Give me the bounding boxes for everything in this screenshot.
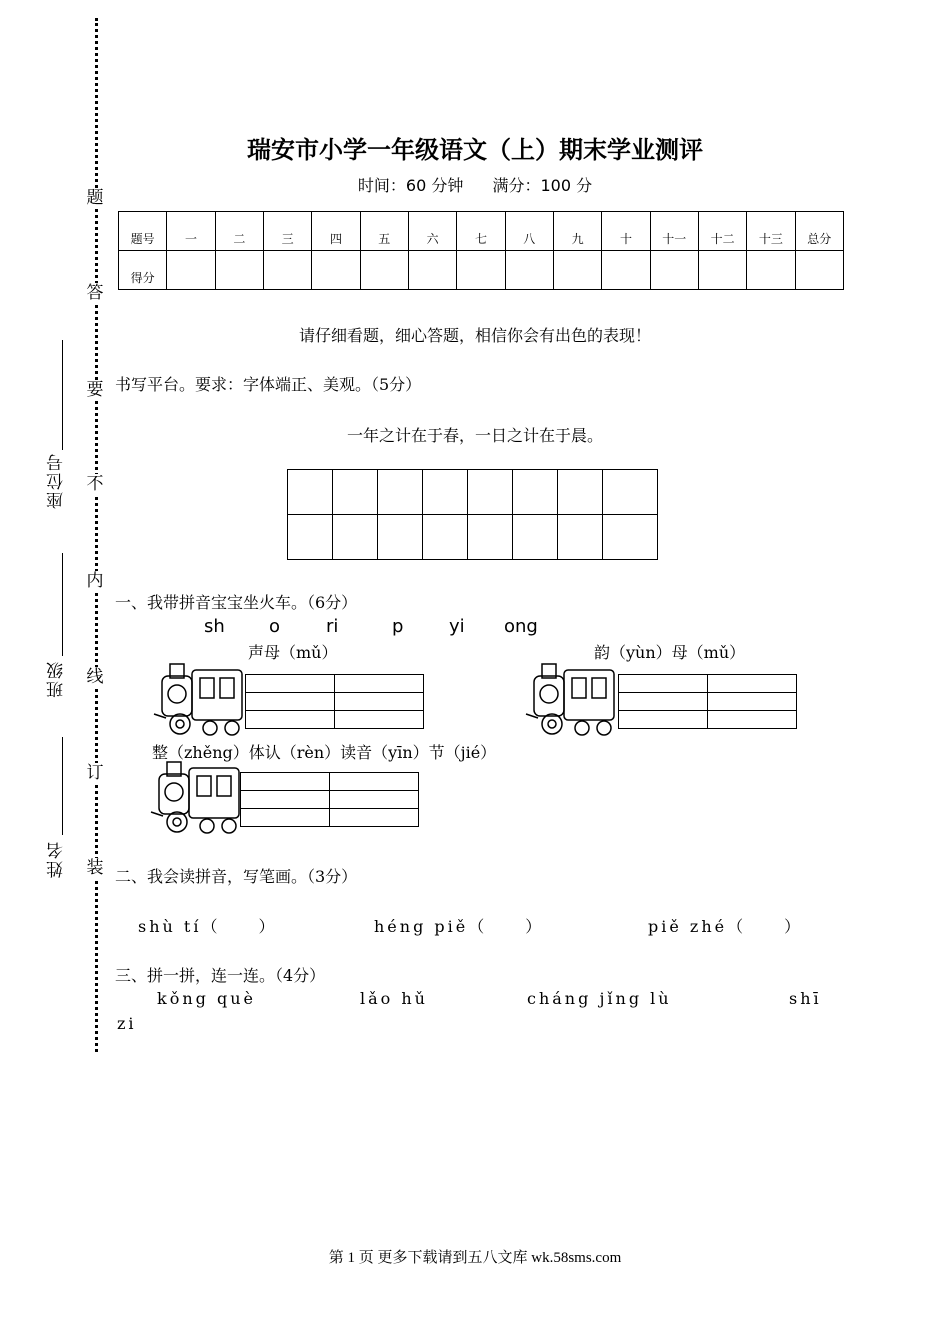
train3-cars[interactable] <box>240 772 419 827</box>
train-engine-icon <box>145 758 243 838</box>
col-header: 总分 <box>795 212 843 251</box>
margin-char-yao: 要 <box>86 380 104 400</box>
train1-label: 声母（mǔ） <box>248 643 338 662</box>
syllable: p <box>392 616 404 637</box>
encouragement-text: 请仔细看题，细心答题，相信你会有出色的表现！ <box>298 326 651 345</box>
col-header: 十二 <box>698 212 746 251</box>
exam-title: 瑞安市小学一年级语文（上）期末学业测评 <box>247 136 703 164</box>
col-header: 八 <box>505 212 553 251</box>
col-header: 四 <box>312 212 360 251</box>
syllable: sh <box>204 616 225 637</box>
seat-number-label: 座位号 <box>47 452 67 509</box>
train2-cars[interactable] <box>618 674 797 729</box>
score-cell[interactable] <box>650 251 698 290</box>
full-score-info: 满分：100 分 <box>492 176 593 195</box>
score-cell[interactable] <box>698 251 746 290</box>
q3-item: shī <box>789 989 822 1008</box>
col-header: 三 <box>263 212 311 251</box>
score-cell[interactable] <box>457 251 505 290</box>
writing-instruction: 书写平台。要求：字体端正、美观。（5分） <box>115 375 422 394</box>
class-line[interactable] <box>62 553 63 656</box>
row-label-number: 题号 <box>119 212 167 251</box>
syllable: yi <box>449 616 465 637</box>
col-header: 十一 <box>650 212 698 251</box>
score-cell[interactable] <box>553 251 601 290</box>
margin-char-zhuang: 装 <box>86 858 104 878</box>
score-cell[interactable] <box>602 251 650 290</box>
name-label: 姓名 <box>47 840 67 878</box>
col-header: 十三 <box>747 212 795 251</box>
train-engine-icon <box>520 660 618 740</box>
syllable: ri <box>326 616 339 637</box>
col-header: 九 <box>553 212 601 251</box>
q3-item: kǒng què <box>157 989 256 1008</box>
margin-char-nei: 内 <box>86 571 104 591</box>
writing-grid[interactable] <box>287 469 658 560</box>
train1-cars[interactable] <box>245 674 424 729</box>
col-header: 十 <box>602 212 650 251</box>
margin-char-bu: 不 <box>86 474 104 494</box>
score-cell[interactable] <box>167 251 215 290</box>
q3-item: lǎo hǔ <box>360 989 428 1008</box>
score-cell[interactable] <box>408 251 456 290</box>
q2-item[interactable]: héng piě（ ） <box>374 917 545 936</box>
q3-item-wrap: zi <box>117 1014 137 1033</box>
margin-char-ti: 题 <box>86 188 104 208</box>
col-header: 五 <box>360 212 408 251</box>
score-cell[interactable] <box>360 251 408 290</box>
q2-item[interactable]: piě zhé（ ） <box>648 917 804 936</box>
col-header: 一 <box>167 212 215 251</box>
margin-char-xian: 线 <box>86 667 104 687</box>
class-label: 班级 <box>47 660 67 698</box>
row-label-score: 得分 <box>119 251 167 290</box>
score-cell[interactable] <box>505 251 553 290</box>
margin-char-da: 答 <box>86 283 104 303</box>
q3-title: 三、拼一拼，连一连。（4分） <box>115 966 326 985</box>
exam-subtitle <box>0 173 950 196</box>
syllable: ong <box>504 616 538 637</box>
writing-sentence: 一年之计在于春，一日之计在于晨。 <box>346 426 603 445</box>
score-cell[interactable] <box>312 251 360 290</box>
page-footer: 第 1 页 更多下载请到五八文库 wk.58sms.com <box>328 1250 622 1266</box>
score-cell[interactable] <box>215 251 263 290</box>
time-info: 时间：60 分钟 <box>357 176 464 195</box>
name-line[interactable] <box>62 737 63 835</box>
train3-label: 整（zhěng）体认（rèn）读音（yīn）节（jié） <box>152 743 497 762</box>
q3-item: cháng jǐng lù <box>527 989 672 1008</box>
score-table <box>118 211 844 290</box>
q2-item[interactable]: shù tí（ ） <box>138 917 278 936</box>
col-header: 七 <box>457 212 505 251</box>
col-header: 六 <box>408 212 456 251</box>
q1-title: 一、我带拼音宝宝坐火车。（6分） <box>115 593 358 612</box>
score-cell[interactable] <box>747 251 795 290</box>
train2-label: 韵（yùn）母（mǔ） <box>594 643 746 662</box>
score-cell[interactable] <box>263 251 311 290</box>
syllable: o <box>269 616 281 637</box>
col-header: 二 <box>215 212 263 251</box>
train-engine-icon <box>148 660 246 740</box>
margin-char-ding: 订 <box>86 763 104 783</box>
score-cell[interactable] <box>795 251 843 290</box>
q2-title: 二、我会读拼音，写笔画。（3分） <box>115 867 358 886</box>
